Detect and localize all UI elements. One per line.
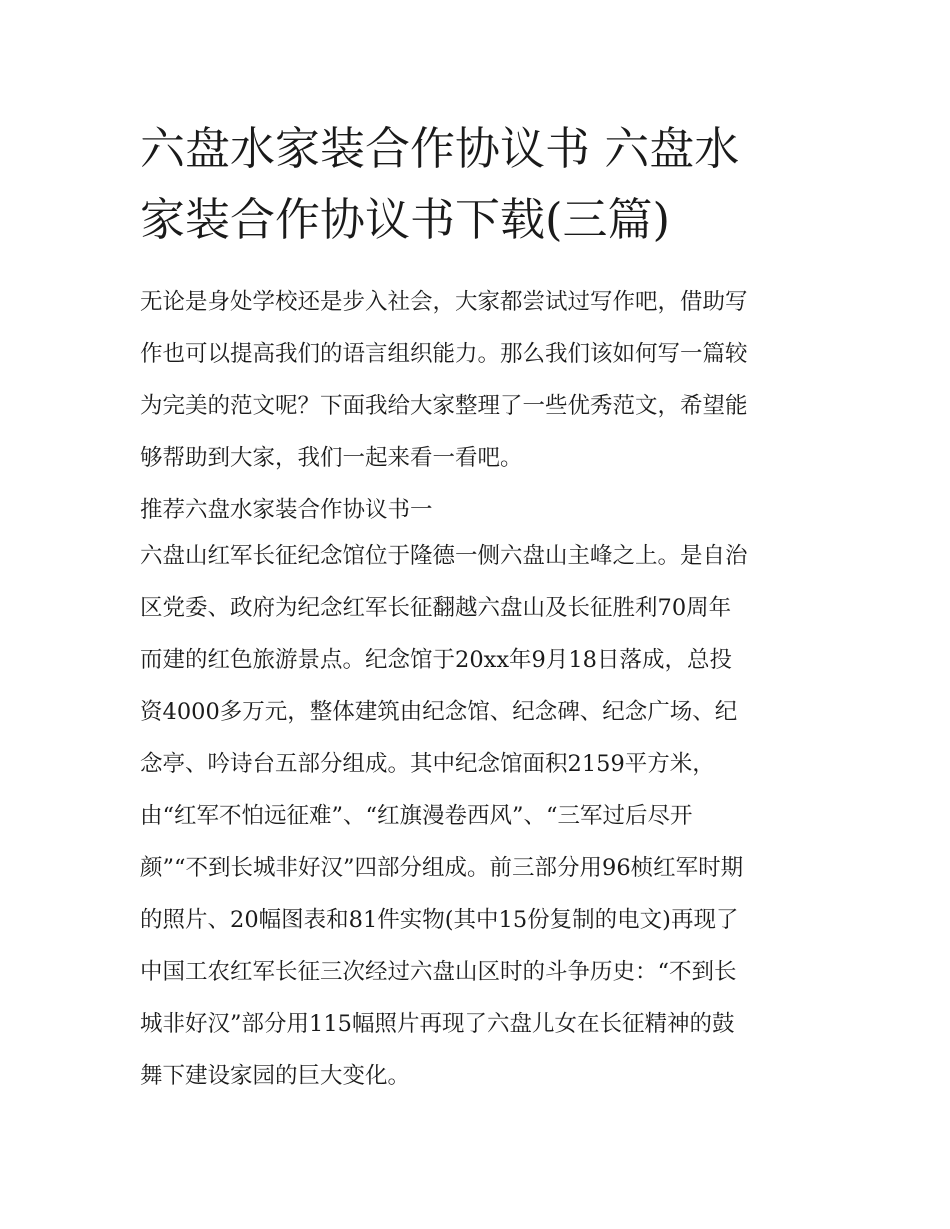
text-line: 六盘山红军长征纪念馆位于隆德一侧六盘山主峰之上。是自治 (140, 543, 748, 569)
intro-paragraph (140, 276, 820, 484)
text-line: 够帮助到大家，我们一起来看一看吧。 (140, 445, 523, 471)
section-heading (140, 484, 820, 536)
text-line: 无论是身处学校还是步入社会，大家都尝试过写作吧，借助写 (140, 289, 748, 315)
text-line: 作也可以提高我们的语言组织能力。那么我们该如何写一篇较 (140, 341, 748, 367)
text-line: 为完美的范文呢？下面我给大家整理了一些优秀范文，希望能 (140, 393, 748, 419)
text-line: 而建的红色旅游景点。纪念馆于20xx年9月18日落成，总投 (140, 647, 732, 673)
title-line: 家装合作协议书下载(三篇) (140, 193, 671, 246)
body-paragraph (140, 530, 820, 1102)
text-line: 区党委、政府为纪念红军长征翻越六盘山及长征胜利70周年 (140, 595, 732, 621)
text-line: 资4000多万元，整体建筑由纪念馆、纪念碑、纪念广场、纪 (140, 699, 738, 725)
text-line: 城非好汉”部分用115幅照片再现了六盘儿女在长征精神的鼓 (140, 1011, 735, 1037)
document-title (140, 113, 820, 255)
text-line: 念亭、吟诗台五部分组成。其中纪念馆面积2159平方米， (140, 751, 715, 777)
section-heading-text: 推荐六盘水家装合作协议书一 (140, 497, 433, 523)
text-line: 中国工农红军长征三次经过六盘山区时的斗争历史：“不到长 (140, 959, 737, 985)
text-line: 颜”“不到长城非好汉”四部分组成。前三部分用96桢红军时期 (140, 855, 744, 881)
text-line: 的照片、20幅图表和81件实物(其中15份复制的电文)再现了 (140, 907, 739, 933)
title-line: 六盘水家装合作协议书 六盘水 (140, 122, 740, 175)
text-line: 舞下建设家园的巨大变化。 (140, 1063, 411, 1089)
text-line: 由“红军不怕远征难”、“红旗漫卷西风”、“三军过后尽开 (140, 803, 693, 829)
